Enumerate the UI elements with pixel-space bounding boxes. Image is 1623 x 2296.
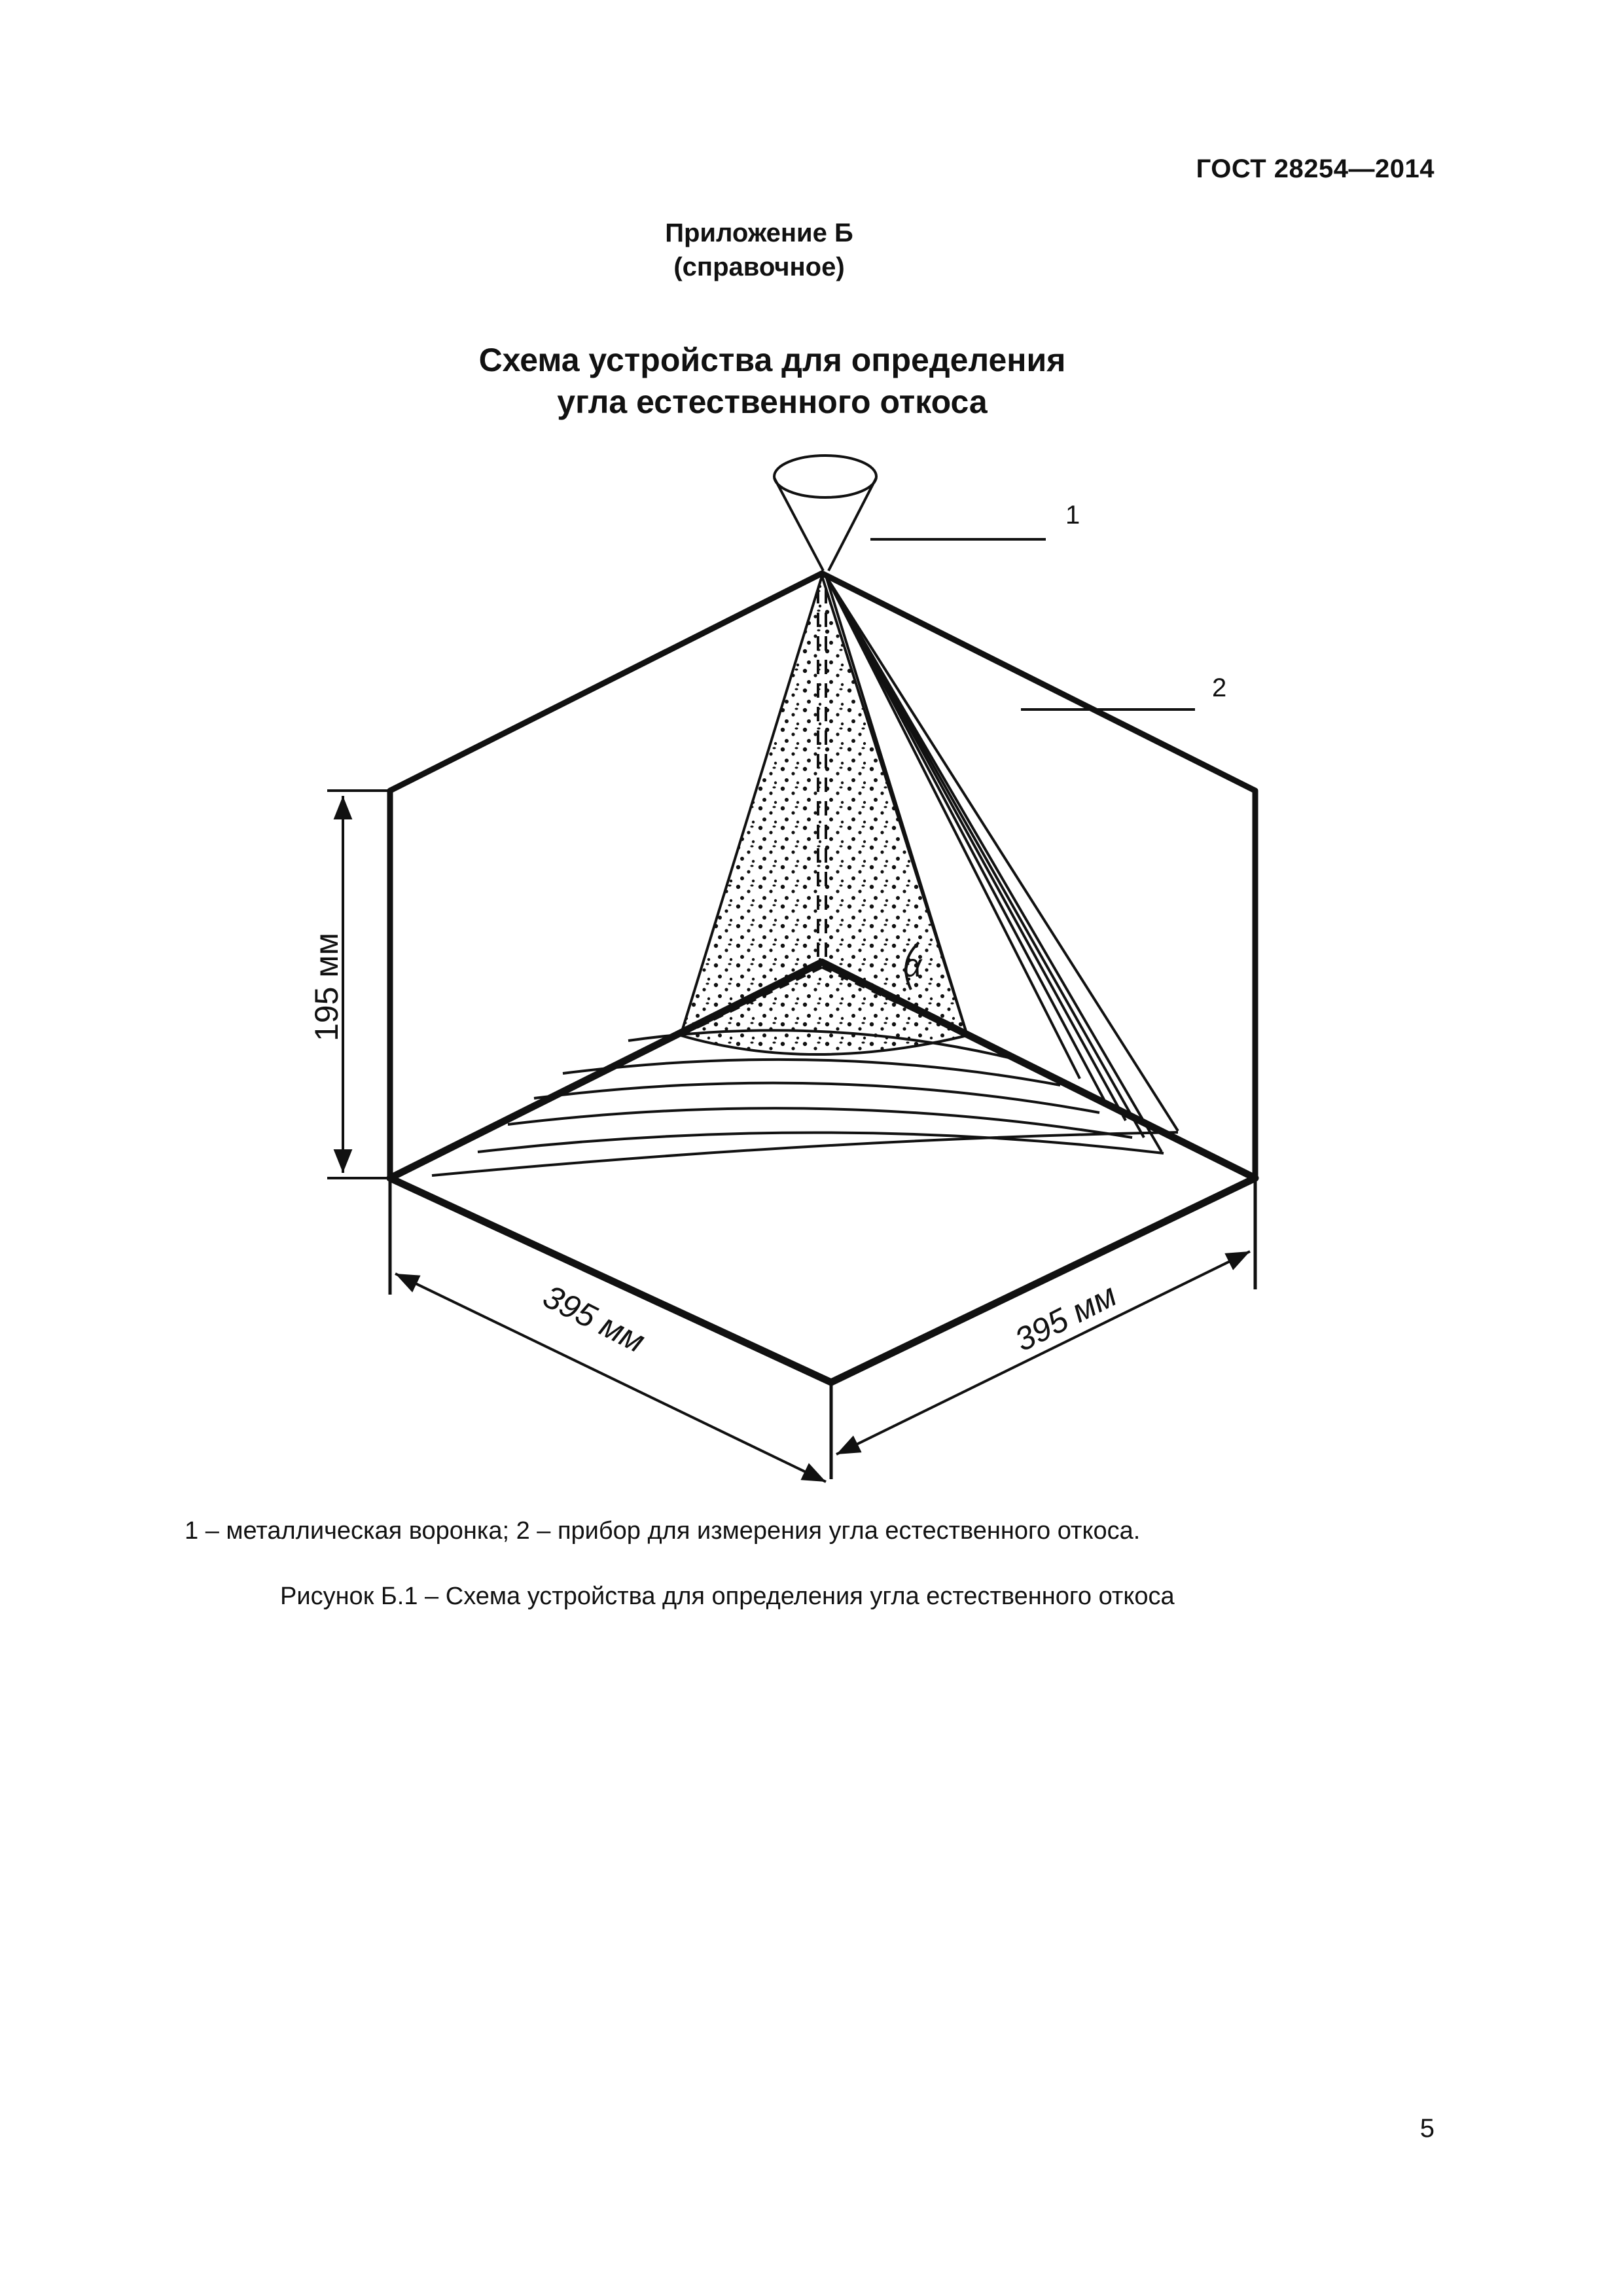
metal-funnel [774,456,876,571]
material-cone [681,576,967,1054]
figure-title-line-2: угла естественного откоса [557,384,988,420]
figure-legend: 1 – металлическая воронка; 2 – прибор для измерения угла естественного откоса. [185,1517,1141,1545]
annex-type: (справочное) [673,253,845,281]
document-code: ГОСТ 28254—2014 [1196,154,1435,183]
callout-1-label: 1 [1065,501,1080,529]
width-left-dimension [395,1274,826,1482]
annex-label: Приложение Б [665,219,853,247]
page-number: 5 [1419,2114,1435,2143]
callout-2-label: 2 [1212,673,1227,702]
figure-caption: Рисунок Б.1 – Схема устройства для определения угла естественного откоса [280,1583,1175,1610]
figure-title-line-1: Схема устройства для определения [478,342,1066,378]
slope-angle-symbol: α [903,947,922,984]
width-left-dimension-label: 395 мм [537,1278,651,1360]
height-dimension-label: 195 мм [308,932,345,1042]
width-right-dimension-label: 395 мм [1008,1276,1122,1359]
